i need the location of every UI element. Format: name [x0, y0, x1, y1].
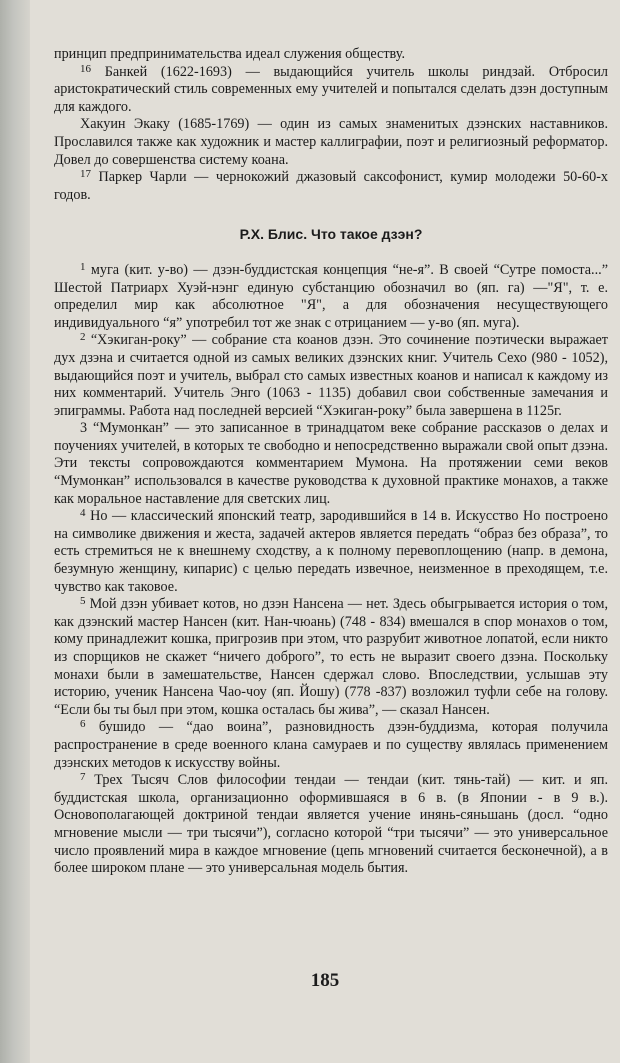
note-text: бушидо — “дао воина”, разновидность дзэн-буддизма, которая получила распространение в среде военного клана самураев и по существу являлась применением дзэнских методов к искусству войны.: [54, 719, 609, 771]
note-text: “Хэкиган-року” — собрание ста коанов дзэн. Это сочинение поэтически выражает дух дзэна и считается одной из самых великих дзэнских книг. Учитель Сехо (980 - 1052), выдающийся поэт и учитель, выбрал сто самых известных коанов и написал к каждому из них комментарий. Учитель Энго (1063 - 1135) добавил свои собственные замечания и эпиграммы. Работа над последней версией “Хэкиган-року” была завершена в 1125г.: [54, 332, 608, 419]
note-1: [54, 262, 608, 332]
page-number: 185: [310, 970, 340, 991]
footnote-number: 7: [80, 771, 86, 784]
footnote-number: 5: [80, 595, 86, 608]
footnote-number: 17: [80, 168, 91, 181]
note-text: Но — классический японский театр, зародившийся в 14 в. Искусство Но построено на символике движения и жеста, задачей актеров является передать “образ без образа”, то есть стремиться не к внешнему сходству, а к полному перевоплощению (напр. в демона, безумную женщину, кипарис) с целью передать извечное, неизменное в преходящем, т.е. чувство как таковое.: [54, 508, 609, 595]
note-text: Мой дзэн убивает котов, но дзэн Нансена — нет. Здесь обыгрывается история о том, как дзэнский мастер Нансен (кит. Нан-чюань) (748 - 834) вмешался в спор монахов о том, кому принадлежит кошка, пригрозив при этом, что разрубит животное лопатой, если никто из спорщиков не скажет “ничего доброго”, то есть не выразит своего дзэна. Поскольку монахи были в замешательстве, Нансен сдержал слово. Впоследствии, услышав эту историю, ученик Нансена Чао-чоу (яп. Йошу) (778 -837) возложил туфли себе на голову. “Если бы ты был при этом, кошка осталась бы жива”, — сказал Нансен.: [54, 596, 609, 718]
note-text: Трех Тысяч Слов философии тендаи — тендаи (кит. тянь-тай) — кит. и яп. буддистская школа, организационно оформившаяся в 6 в. (в Японии - в 9 в.). Основополагающей доктриной тендаи является учение инянь-сяньшань (досл. “одно мгновение мысли — три тысячи”), согласно которой “три тысячи” — это универсальное число проявлений мира в каждое мгновение (цепь мгновений считается бесконечной), а в более широком плане — это универсальная модель бытия.: [54, 772, 609, 877]
section-heading: Р.Х. Блис. Что такое дзэн?: [239, 226, 423, 243]
note-text: 3 “Мумонкан” — это записанное в тринадцатом веке собрание рассказов о делах и поучениях учителей, в которых те свободно и непосредственно выражали свой опыт дзэна. Эти тексты сопровождаются комментарием Мумона. На протяжении семи веков “Мумонкан” использовался в качестве руководства к духовной практике монахов, а также как моральное наставление для светских лиц.: [54, 420, 608, 507]
footnote-number: 2: [80, 331, 86, 344]
footnote-text: Банкей (1622-1693) — выдающийся учитель школы риндзай. Отбросил аристократический стиль современных ему учителей и попытался сделать дзэн доступным для каждого.: [54, 63, 609, 115]
note-2: [54, 332, 608, 420]
note-4: [54, 508, 608, 596]
note-6: [54, 719, 608, 772]
book-page: [30, 0, 620, 1063]
footnote-number: 1: [80, 260, 86, 273]
note-3: [54, 420, 608, 508]
book-spine-shadow: [0, 0, 30, 1063]
paragraph-hakuin: Хакуин Экаку (1685-1769) — один из самых знаменитых дзэнских наставников. Прославился также как художник и мастер каллиграфии, поэт и религиозный реформатор. Довел до совершенства систему коана.: [54, 116, 608, 168]
paragraph-continuation: принцип предпринимательства идеал служения обществу.: [54, 46, 405, 62]
note-text: муга (кит. у-во) — дзэн-буддистская концепция “не-я”. В своей “Сутре помоста...” Шестой Патриарх Хуэй-нэнг единую субстанцию обозначил во (яп. га) —"Я", т. е. определил мир как абсолютное "Я", а для обозначения несуществующего индивидуального “я” употребил тот же знак с отрицанием — у-во (яп. муга).: [54, 261, 608, 331]
footnote-number: 16: [80, 62, 91, 75]
note-5: [54, 596, 608, 719]
footnote-text: Паркер Чарли — чернокожий джазовый саксофонист, кумир молодежи 50-60-х годов.: [54, 169, 609, 203]
footnote-number: 6: [80, 718, 86, 731]
footnote-number: 4: [80, 507, 86, 520]
footnote-17: [54, 169, 608, 204]
note-7: [54, 772, 608, 878]
page-text: [54, 46, 608, 878]
footnote-16: [54, 64, 608, 117]
